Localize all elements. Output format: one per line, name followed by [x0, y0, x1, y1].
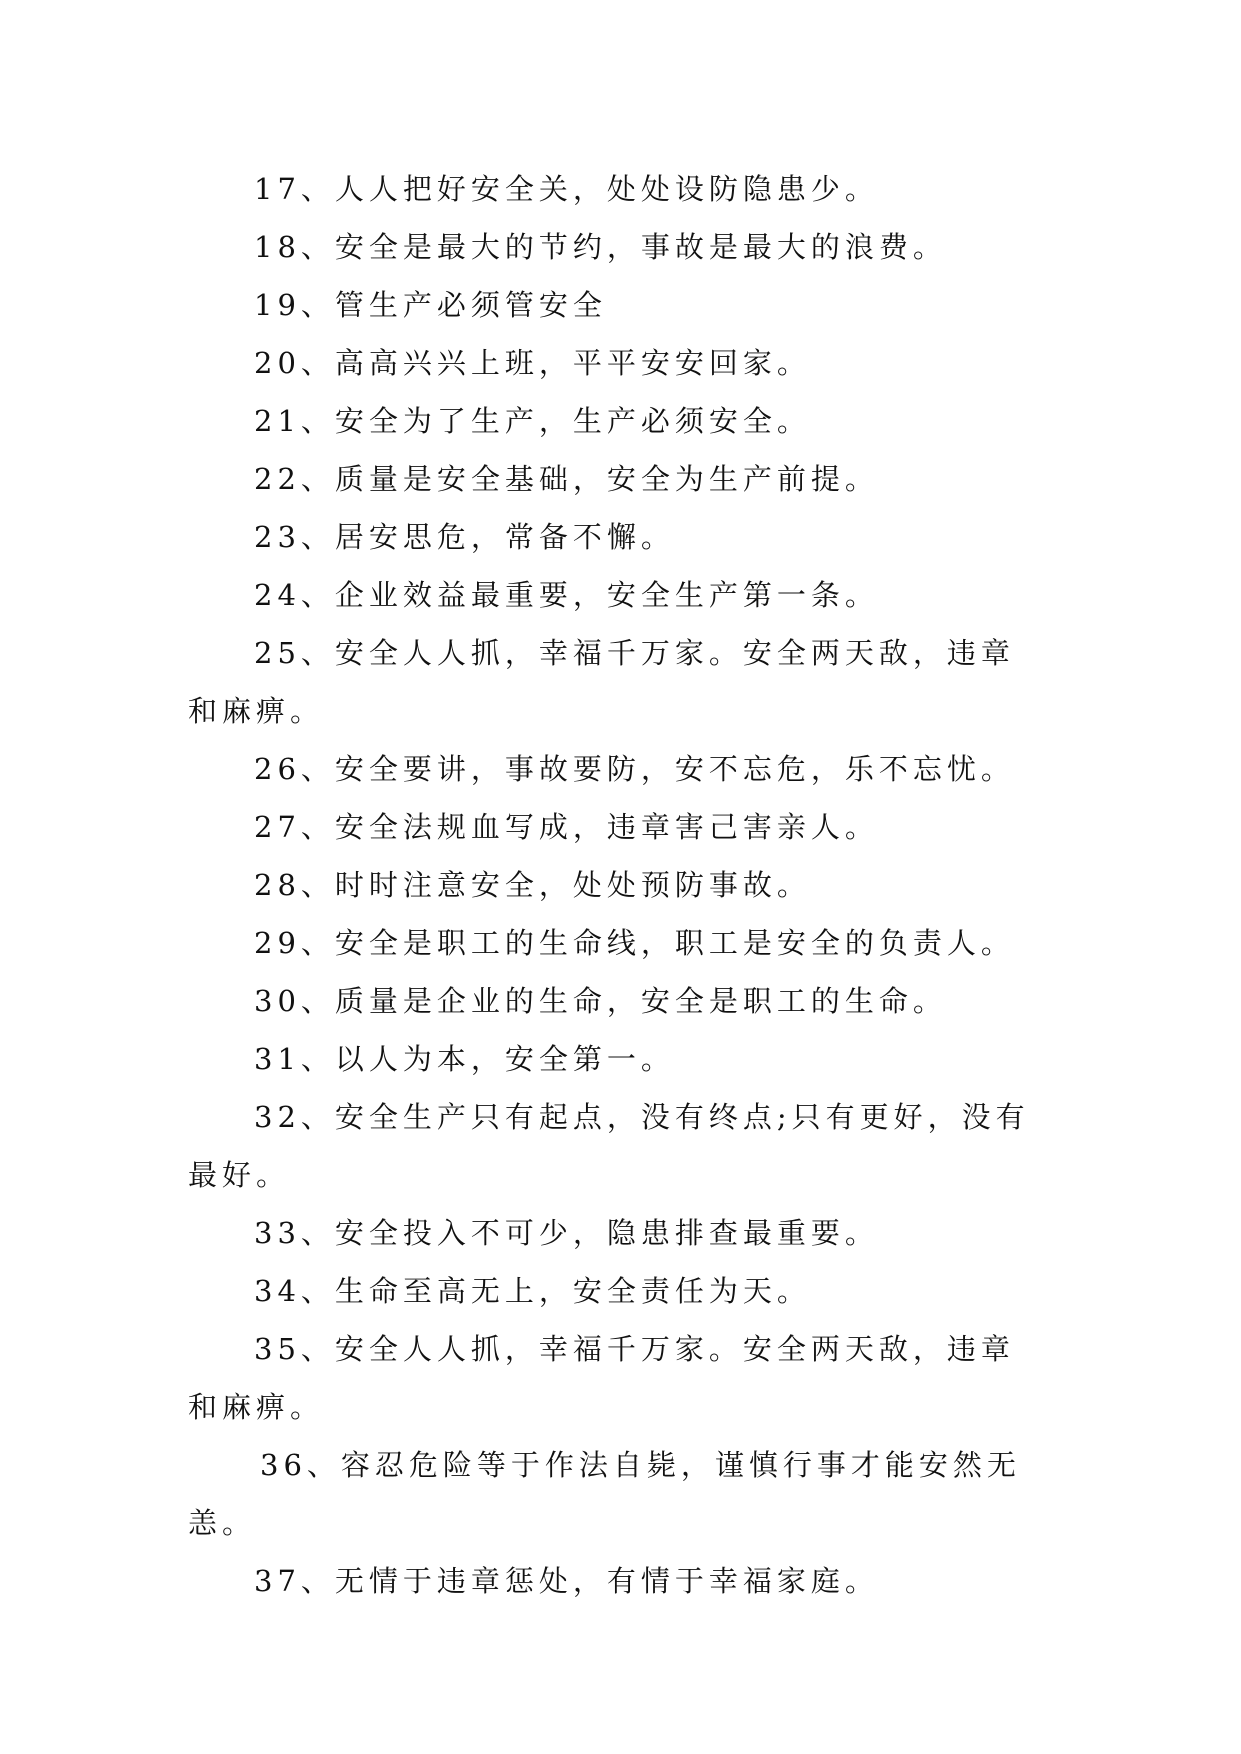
slogan-line-35: 35、安全人人抓，幸福千万家。安全两天敌，违章和麻痹。 [188, 1332, 1015, 1424]
slogan-line-18: 18、安全是最大的节约，事故是最大的浪费。 [254, 230, 947, 264]
slogan-line-26: 26、安全要讲，事故要防，安不忘危，乐不忘忧。 [254, 752, 1015, 786]
slogan-list [188, 160, 1048, 1610]
slogan-line-36: 36、容忍危险等于作法自毙，谨慎行事才能安然无恙。 [188, 1448, 1021, 1540]
slogan-line-25: 25、安全人人抓，幸福千万家。安全两天敌，违章和麻痹。 [188, 636, 1015, 728]
slogan-line-24: 24、企业效益最重要，安全生产第一条。 [254, 578, 879, 612]
slogan-line-17: 17、人人把好安全关，处处设防隐患少。 [254, 172, 879, 206]
slogan-line-29: 29、安全是职工的生命线，职工是安全的负责人。 [254, 926, 1015, 960]
slogan-line-34: 34、生命至高无上，安全责任为天。 [254, 1274, 811, 1308]
slogan-line-22: 22、质量是安全基础，安全为生产前提。 [254, 462, 879, 496]
slogan-line-21: 21、安全为了生产，生产必须安全。 [254, 404, 811, 438]
slogan-line-20: 20、高高兴兴上班，平平安安回家。 [254, 346, 811, 380]
slogan-line-32: 32、安全生产只有起点，没有终点;只有更好，没有最好。 [188, 1100, 1030, 1192]
slogan-line-19: 19、管生产必须管安全 [254, 288, 607, 322]
slogan-line-31: 31、以人为本，安全第一。 [254, 1042, 675, 1076]
slogan-line-28: 28、时时注意安全，处处预防事故。 [254, 868, 811, 902]
slogan-line-27: 27、安全法规血写成，违章害己害亲人。 [254, 810, 879, 844]
slogan-line-37: 37、无情于违章惩处，有情于幸福家庭。 [254, 1564, 879, 1598]
slogan-line-23: 23、居安思危，常备不懈。 [254, 520, 675, 554]
slogan-line-30: 30、质量是企业的生命，安全是职工的生命。 [254, 984, 947, 1018]
slogan-line-33: 33、安全投入不可少，隐患排查最重要。 [254, 1216, 879, 1250]
